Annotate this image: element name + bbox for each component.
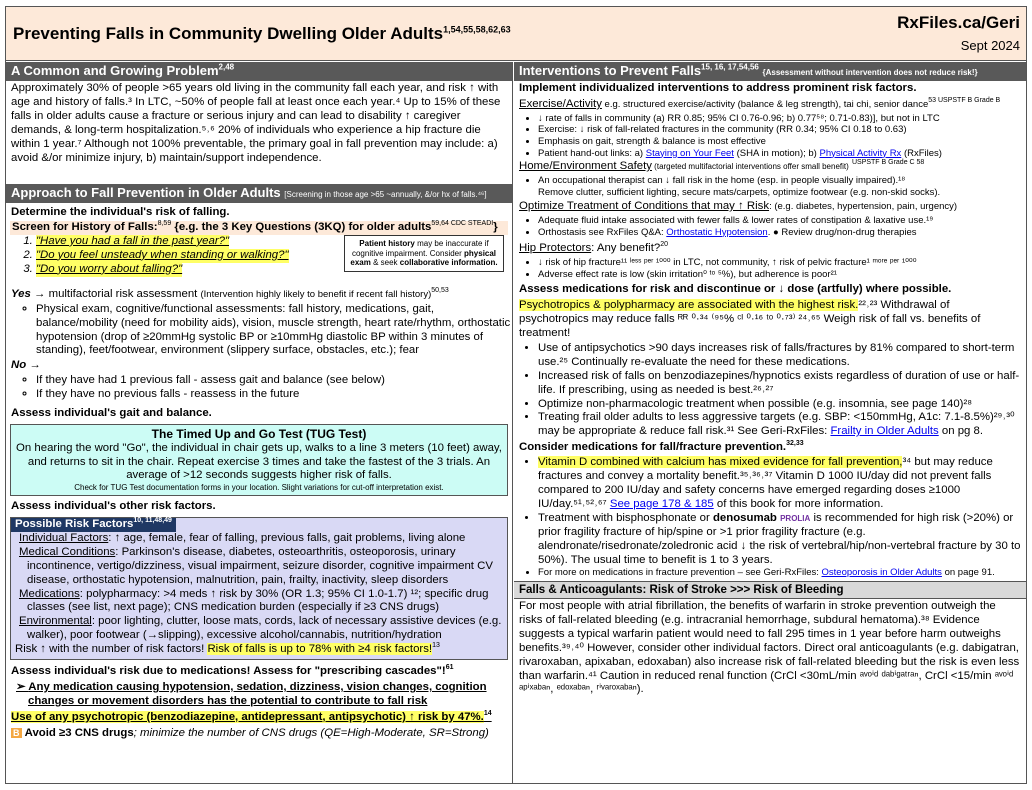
exercise-list xyxy=(514,113,1026,159)
questions-area xyxy=(6,235,512,287)
page-title: Preventing Falls in Community Dwelling Older Adults$^{1,54,55,58,62,63}$ xyxy=(13,24,511,43)
no-list xyxy=(6,374,512,402)
discontinue-list xyxy=(514,342,1026,439)
risk-factors-box xyxy=(10,517,508,660)
optimize-row: Optimize Treatment of Conditions that may ↑ Risk: (e.g. diabetes, hypertension, pain, urgency) xyxy=(519,200,958,213)
hip-item-2: • Adverse effect rate is low (skin irritation⁰ ᵗᵒ ⁵%), but adherence is poor²¹ xyxy=(538,269,1026,281)
beers-icon: B xyxy=(13,727,20,738)
cns-row: B Avoid ≥3 CNS drugs; minimize the number of CNS drugs (QE=High-Moderate, SR=Strong) xyxy=(13,726,489,739)
hip-row: Hip Protectors: Any benefit?$^{20}$ xyxy=(519,241,668,255)
medication-risk-heading: Assess individual's risk due to medications! Assess for "prescribing cascades"!$^{61}$ xyxy=(11,664,454,678)
tug-note: Check for TUG Test documentation forms in your location. Slight variations for cut-off interpretation exist. xyxy=(74,483,444,493)
exercise-row: Exercise/Activity e.g. structured exercise/activity (balance & leg strength), tai chi, senior dance$^{53 USPSTF B Grade B}$ xyxy=(519,97,1001,110)
psychotropic-risk: Use of any psychotropic (benzodiazepine, antidepressant, antipsychotic) ↑ risk by 47%.$^{14}$ xyxy=(11,709,492,723)
home-list xyxy=(514,175,1026,187)
discontinue-heading: Assess medications for risk and discontinue or ↓ dose (artfully) where possible. xyxy=(519,283,952,296)
medication-risk-item: ➢ Any medication causing hypotension, sedation, dizziness, vision changes, cognition changes or movement disorders has the potential to contribute to fall risk xyxy=(16,680,487,707)
question-3: 3. "Do you worry about falling?" xyxy=(36,263,182,277)
other-risk-heading: Assess individual's other risk factors. xyxy=(11,500,216,513)
patient-history-note: Patient history may be inaccurate if cognitive impairment. Consider physical exam & seek collaborative information. xyxy=(344,235,504,272)
risk-medical: Medical Conditions: Parkinson's disease, diabetes, osteoarthritis, osteoporosis, urinary incontinence, vertigo/dizziness, visual impairment, seizure disorder, cognitive impairment CV disease, orthostatic hypotension, malnutrition, pain, frailty, inactivity, sleep disorders xyxy=(19,545,493,586)
gait-heading: Assess individual's gait and balance. xyxy=(11,407,212,420)
orthostatic-link[interactable]: Orthostatic Hypotension xyxy=(666,226,768,238)
physical-activity-link[interactable]: Physical Activity Rx xyxy=(819,147,902,159)
exercise-item-3: • Emphasis on gait, strength & balance is most effective xyxy=(538,136,1026,148)
determine-heading: Determine the individual's risk of falling. xyxy=(11,206,230,218)
exercise-item-1: • ↓ rate of falls in community (a) RR 0.85; 95% CI 0.76-0.96; b) 0.77⁵⁸; 0.71-0.83)], but not in LTC xyxy=(538,113,1026,125)
home-item-1: • An occupational therapist can ↓ fall risk in the home (esp. in people visually impaired).¹⁸ xyxy=(538,175,1026,187)
yes-list xyxy=(6,303,512,359)
exercise-item-2: • Exercise: ↓ risk of fall-related fractures in the community (RR 0.34; 95% CI 0.18 to 0.63) xyxy=(538,124,1026,136)
risk-environmental: Environmental: poor lighting, clutter, loose mats, cords, lack of necessary assistive devices (e.g. walker), poor footwear (→slipping), excessive alcohol/cannabis, nutrition/hydration xyxy=(19,615,502,642)
fracture-heading: Consider medications for fall/fracture prevention.$^{32,33}$ xyxy=(519,440,804,454)
fracture-list xyxy=(514,456,1026,579)
risk-individual: Individual Factors: ↑ age, female, fear of falling, previous falls, gait problems, living alone xyxy=(19,531,466,544)
staying-on-feet-link[interactable]: Staying on Your Feet xyxy=(645,147,734,159)
document-page xyxy=(5,6,1027,784)
question-1: 1. "Have you had a fall in the past year?" xyxy=(36,235,229,249)
section-header-problem: A Common and Growing Problem$^{2,48}$ xyxy=(6,62,512,81)
exercise-handout: • Patient hand-out links: a) Staying on Your Feet (SHA in motion); b) Physical Activity Rx (RxFiles) xyxy=(538,148,1026,160)
right-column xyxy=(514,62,1026,783)
frailty-link[interactable]: Frailty in Older Adults xyxy=(830,425,939,438)
page-178-link[interactable]: See page 178 & 185 xyxy=(609,497,714,510)
implement-heading: Implement individualized interventions to address prominent risk factors. xyxy=(519,82,917,94)
anticoagulants-text: For most people with atrial fibrillation, the benefits of warfarin in stroke prevention outweigh the risks of fall-related bleeding (e.g. intracranial hemorrhage, subdural hematoma).³⁸ Evidence suggests a typical warfarin patient would need to fall 295 times in 1 year before harm outweighs benefits.³⁹˒⁴⁰ However, consider other individual factors. Direct oral anticoagulants (e.g. dabigatran, rivaroxaban, apixaban, edoxaban) also increase risk of fall-related bleeding but the risk is even less than warfarin.⁴¹ Caution in reduced renal function (CrCl <30mL/min ᵃᵛᵒⁱᵈ ᵈᵃᵇⁱᵍᵃᵗʳᵃⁿ, CrCl <15/min ᵃᵛᵒⁱᵈ ᵃᵖⁱˣᵃᵇᵃⁿ, ᵉᵈᵒˣᵃᵇᵃⁿ, ʳⁱᵛᵃʳᵒˣᵃᵇᵃⁿ). xyxy=(519,600,1020,696)
left-column xyxy=(6,62,513,783)
vitamin-d-item: • Vitamin D combined with calcium has mixed evidence for fall prevention,³⁴ but may reduce fractures and convey a mortality benefit.³⁵˒³⁶˒³⁷ Vitamin D 1000 IU/day did not prevent falls compared to 200 IU/day and safety concerns have emerged regarding doses ≥1000 IU/day.⁵¹˒⁵²˒⁶⁷ See page 178 & 185 of this book for more information. xyxy=(538,456,1026,512)
home-item-2: Remove clutter, sufficient lighting, secure mats/carpets, optimize footwear (e.g. non-skid socks). xyxy=(538,186,941,198)
no-row: No → xyxy=(11,359,41,372)
osteoporosis-link[interactable]: Osteoporosis in Older Adults xyxy=(821,567,942,579)
brand-link[interactable]: RxFiles.ca/Geri xyxy=(897,13,1020,32)
optimize-item-2: • Orthostasis see RxFiles Q&A: Orthostatic Hypotension. ● Review drug/non-drug therapies xyxy=(538,227,1026,239)
risk-summary: Risk ↑ with the number of risk factors! Risk of falls is up to 78% with ≥4 risk factors!$^{13}$ xyxy=(15,642,440,656)
discontinue-item-2: • Increased risk of falls on benzodiazepines/hypnotics exists regardless of duration of use or half-life. If prescribing, using as needed is best.²⁶˒²⁷ xyxy=(538,370,1026,398)
home-row: Home/Environment Safety (targeted multifactorial interventions offer small benefit) $^{USPSTF B Grade C 58}$ xyxy=(519,159,925,173)
no-item-1: ◦ If they have had 1 previous fall - assess gait and balance (see below) xyxy=(36,374,512,388)
anticoagulants-heading: Falls & Anticoagulants: Risk of Stroke >>> Risk of Bleeding xyxy=(514,581,1026,599)
frailty-item: • Treating frail older adults to less aggressive targets (e.g. SBP: <150mmHg, A1c: 7.1-8.5%)²⁹˒³⁰ may be appropriate & reduce fall risk.³¹ See Geri-RxFiles: Frailty in Older Adults on pg 8. xyxy=(538,411,1026,439)
discontinue-text: Psychotropics & polypharmacy are associated with the highest risk.²²˒²³ Withdrawal of psychotropics may reduce falls ᴿᴿ ⁰·³⁴ ⁽⁹⁵% ᶜᴵ ⁰·¹⁶ ᵗᵒ ⁰·⁷³⁾ ²⁴˒⁶⁵ Weigh risk of fall vs. benefits of treatment! xyxy=(519,299,981,340)
section-header-approach: Approach to Fall Prevention in Older Adults [Screening in those age >65 ~annually, &/or hx of falls.⁴⁶] xyxy=(6,184,512,203)
hip-list xyxy=(514,257,1026,280)
risk-factors-title: Possible Risk Factors$^{10, 11,48,49}$ xyxy=(11,518,176,532)
publish-date: Sept 2024 xyxy=(960,38,1020,53)
risk-medications: Medications: polypharmacy: >4 meds ↑ risk by 30% (OR 1.3; 95% CI 1.0-1.7) ¹²; specific drug classes (see list, next page); CNS medication burden (especially if ≥3 CNS drugs) xyxy=(19,587,489,614)
no-item-2: ◦ If they have no previous falls - reassess in the future xyxy=(36,388,512,402)
hip-item-1: • ↓ risk of hip fracture¹¹ ˡᵉˢˢ ᵖᵉʳ ¹⁰⁰⁰ in LTC, not community, ↑ risk of pelvic fracture¹ ᵐᵒʳᵉ ᵖᵉʳ ¹⁰⁰⁰ xyxy=(538,257,1026,269)
tug-title: The Timed Up and Go Test (TUG Test) xyxy=(151,426,367,441)
tug-text: On hearing the word "Go", the individual in chair gets up, walks to a line 3 meters (10 feet) away, and returns to sit in the chair. Repeat exercise 3 times and take the fastest of the 3 trials. An average of >12 seconds suggests higher risk of falls. xyxy=(16,441,502,482)
screen-row: Screen for History of Falls:$^{8,59}$ {e.g. the 3 Key Questions (3KQ) for older adults$^{59,64 CDC STEADI}$} xyxy=(10,221,508,235)
osteoporosis-item: • For more on medications in fracture prevention – see Geri-RxFiles: Osteoporosis in Older Adults on page 91. xyxy=(538,567,1026,579)
discontinue-item-3: • Optimize non-pharmacologic treatment when possible (e.g. insomnia, see page 140)²⁸ xyxy=(538,398,1026,412)
question-2: 2. "Do you feel unsteady when standing or walking?" xyxy=(36,249,289,263)
optimize-item-1: • Adequate fluid intake associated with fewer falls & lower rates of constipation & laxative use.¹⁹ xyxy=(538,215,1026,227)
title-bar xyxy=(6,7,1026,61)
assessment-item: ◦ Physical exam, cognitive/functional assessments: fall history, medications, gait, balance/mobility (need for mobility aids), vision, muscle strength, heart rate/rhythm, orthostatic hypotension (drop of ≥20mmHg systolic BP or ≥10mmHg diastolic BP within 3 minutes of standing), feet/footwear, environment (slippery surface, obstacles, etc.); fear xyxy=(36,303,512,359)
problem-text: Approximately 30% of people >65 years old living in the community fall each year, and risk ↑ with age and history of falls.³ In LTC, ~50% of people fall at least once each year.⁴ Up to 15% of these falls in older adults cause a fracture or serious injury and can lead to disability ↑ caregiver demands, & long-term hospitalization.⁵˒⁶ 20% of individuals who experience a hip fracture die within 1 year.⁷ Although not 100% preventable, the primary goal in fall prevention may include: a) avoid &/or minimize injury, b) maintain/support independence. xyxy=(11,82,501,164)
bisphosphonate-item: • Treatment with bisphosphonate or denosumab PROLIA is recommended for high risk (>20%) or prior fragility fracture of hip/spine or >1 prior fragility fracture (e.g. alendronate/risedronate/zoledronic acid ↓ the risk of vertebral/hip/non-vertebral fracture by 30 to 50%). The usual time to benefit is 1 to 3 years. xyxy=(538,512,1026,568)
section-header-interventions: Interventions to Prevent Falls$^{15, 16, 17,54,56}$ {Assessment without intervention does not reduce risk!} xyxy=(514,62,1026,81)
discontinue-item-1: • Use of antipsychotics >90 days increases risk of falls/fractures by 81% compared to short-term use.²⁵ Continually re-evaluate the need for these medications. xyxy=(538,342,1026,370)
yes-row: Yes → multifactorial risk assessment (Intervention highly likely to benefit if recent fall history)$^{50,53}$ xyxy=(11,287,449,300)
optimize-list xyxy=(514,215,1026,238)
tug-test-box xyxy=(10,424,508,496)
